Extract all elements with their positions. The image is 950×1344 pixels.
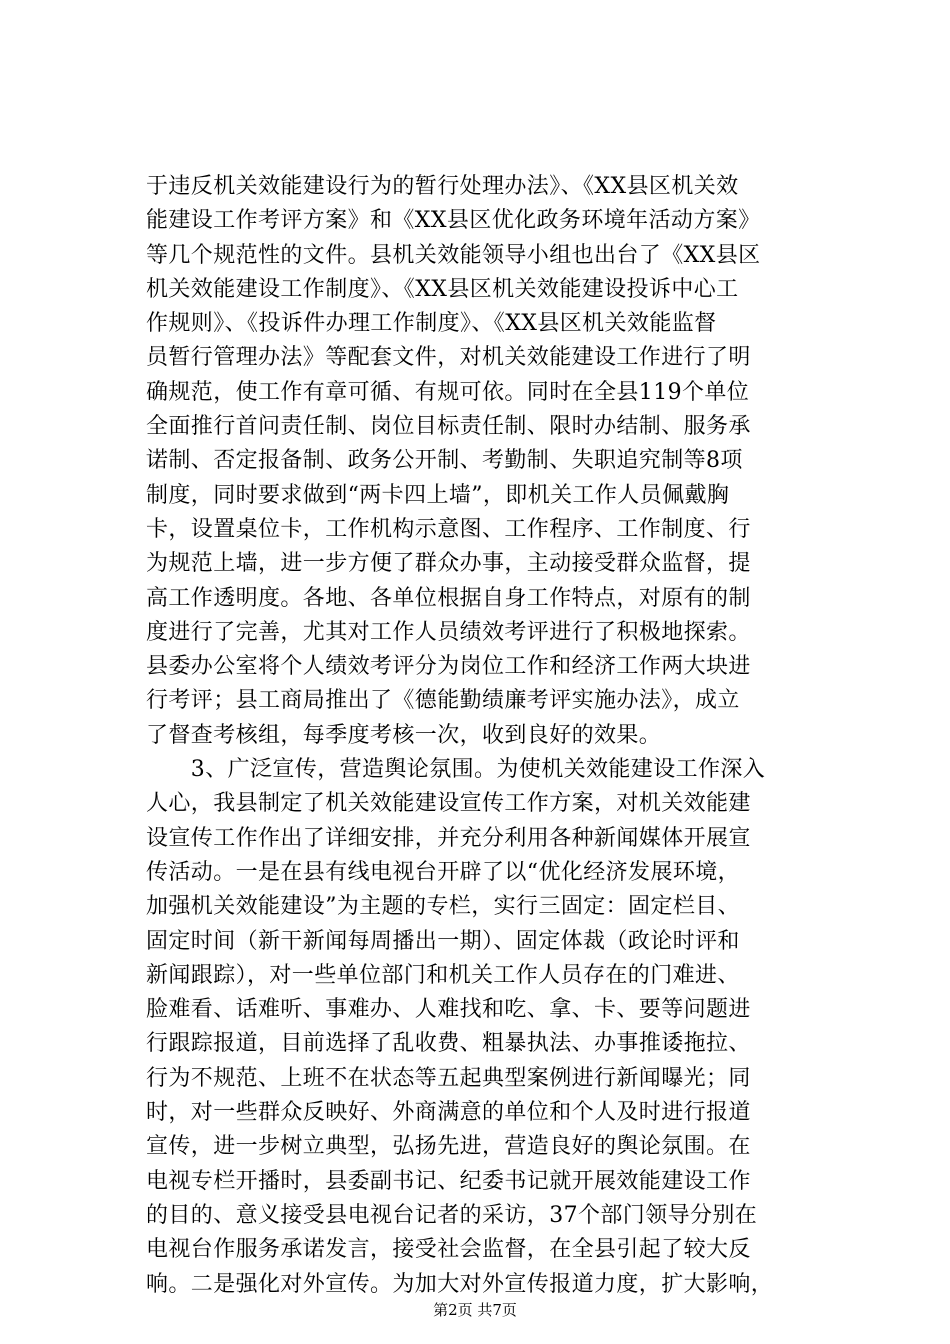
text-line: 行考评；县工商局推出了《德能勤绩廉考评实施办法》，成立 xyxy=(146,688,740,714)
text-line: 响。二是强化对外宣传。为加大对外宣传报道力度，扩大影响， xyxy=(146,1271,774,1297)
text-line: 全面推行首问责任制、岗位目标责任制、限时办结制、服务承 xyxy=(146,414,751,440)
text-line: 确规范，使工作有章可循、有规可依。同时在全县119个单位 xyxy=(146,379,750,405)
text-line: 能建设工作考评方案》和《XX县区优化政务环境年活动方案》 xyxy=(146,208,761,234)
text-line: 传活动。一是在县有线电视台开辟了以“优化经济发展环境， xyxy=(146,859,741,885)
text-line: 电视台作服务承诺发言，接受社会监督，在全县引起了较大反 xyxy=(146,1237,751,1263)
text-line: 固定时间（新干新闻每周播出一期）、固定体裁（政论时评和 xyxy=(146,928,740,954)
text-line: 为规范上墙，进一步方便了群众办事，主动接受群众监督，提 xyxy=(146,551,751,577)
text-line: 等几个规范性的文件。县机关效能领导小组也出台了《XX县区 xyxy=(146,242,761,268)
text-line: 行为不规范、上班不在状态等五起典型案例进行新闻曝光；同 xyxy=(146,1065,751,1091)
text-line: 电视专栏开播时，县委副书记、纪委书记就开展效能建设工作 xyxy=(146,1168,751,1194)
text-line: 时，对一些群众反映好、外商满意的单位和个人及时进行报道 xyxy=(146,1100,751,1126)
text-line: 的目的、意义接受县电视台记者的采访，37个部门领导分别在 xyxy=(146,1202,758,1228)
text-line: 制度，同时要求做到“两卡四上墙”，即机关工作人员佩戴胸 xyxy=(146,482,730,508)
body-text xyxy=(146,170,806,1302)
text-line: 宣传，进一步树立典型，弘扬先进，营造良好的舆论氛围。在 xyxy=(146,1134,751,1160)
text-line: 设宣传工作作出了详细安排，并充分利用各种新闻媒体开展宣 xyxy=(146,825,751,851)
text-line: 度进行了完善，尤其对工作人员绩效考评进行了积极地探索。 xyxy=(146,619,751,645)
text-line: 脸难看、话难听、事难办、人难找和吃、拿、卡、要等问题进 xyxy=(146,997,751,1023)
text-line: 高工作透明度。各地、各单位根据自身工作特点，对原有的制 xyxy=(146,585,751,611)
page-number-label: 第2页 共7页 xyxy=(433,1301,517,1319)
text-line: 加强机关效能建设”为主题的专栏，实行三固定：固定栏目、 xyxy=(146,894,741,920)
text-line: 卡，设置桌位卡，工作机构示意图、工作程序、工作制度、行 xyxy=(146,516,751,542)
text-line: 新闻跟踪），对一些单位部门和机关工作人员存在的门难进、 xyxy=(146,962,740,988)
text-line: 于违反机关效能建设行为的暂行处理办法》、《XX县区机关效 xyxy=(146,174,739,199)
text-line: 诺制、否定报备制、政务公开制、考勤制、失职追究制等8项 xyxy=(146,448,743,474)
text-line: 员暂行管理办法》等配套文件，对机关效能建设工作进行了明 xyxy=(146,345,751,371)
text-line: 了督查考核组，每季度考核一次，收到良好的效果。 xyxy=(146,722,662,748)
text-line: 县委办公室将个人绩效考评分为岗位工作和经济工作两大块进 xyxy=(146,654,751,680)
paragraph-start-line: 3、广泛宣传，营造舆论氛围。为使机关效能建设工作深入 xyxy=(146,757,766,783)
text-line: 作规则》、《投诉件办理工作制度》、《XX县区机关效能监督 xyxy=(146,311,717,337)
page-footer xyxy=(0,1300,950,1320)
text-line: 人心，我县制定了机关效能建设宣传工作方案，对机关效能建 xyxy=(146,791,751,817)
text-line: 行跟踪报道，目前选择了乱收费、粗暴执法、办事推诿拖拉、 xyxy=(146,1031,751,1057)
text-line: 机关效能建设工作制度》、《XX县区机关效能建设投诉中心工 xyxy=(146,276,739,302)
